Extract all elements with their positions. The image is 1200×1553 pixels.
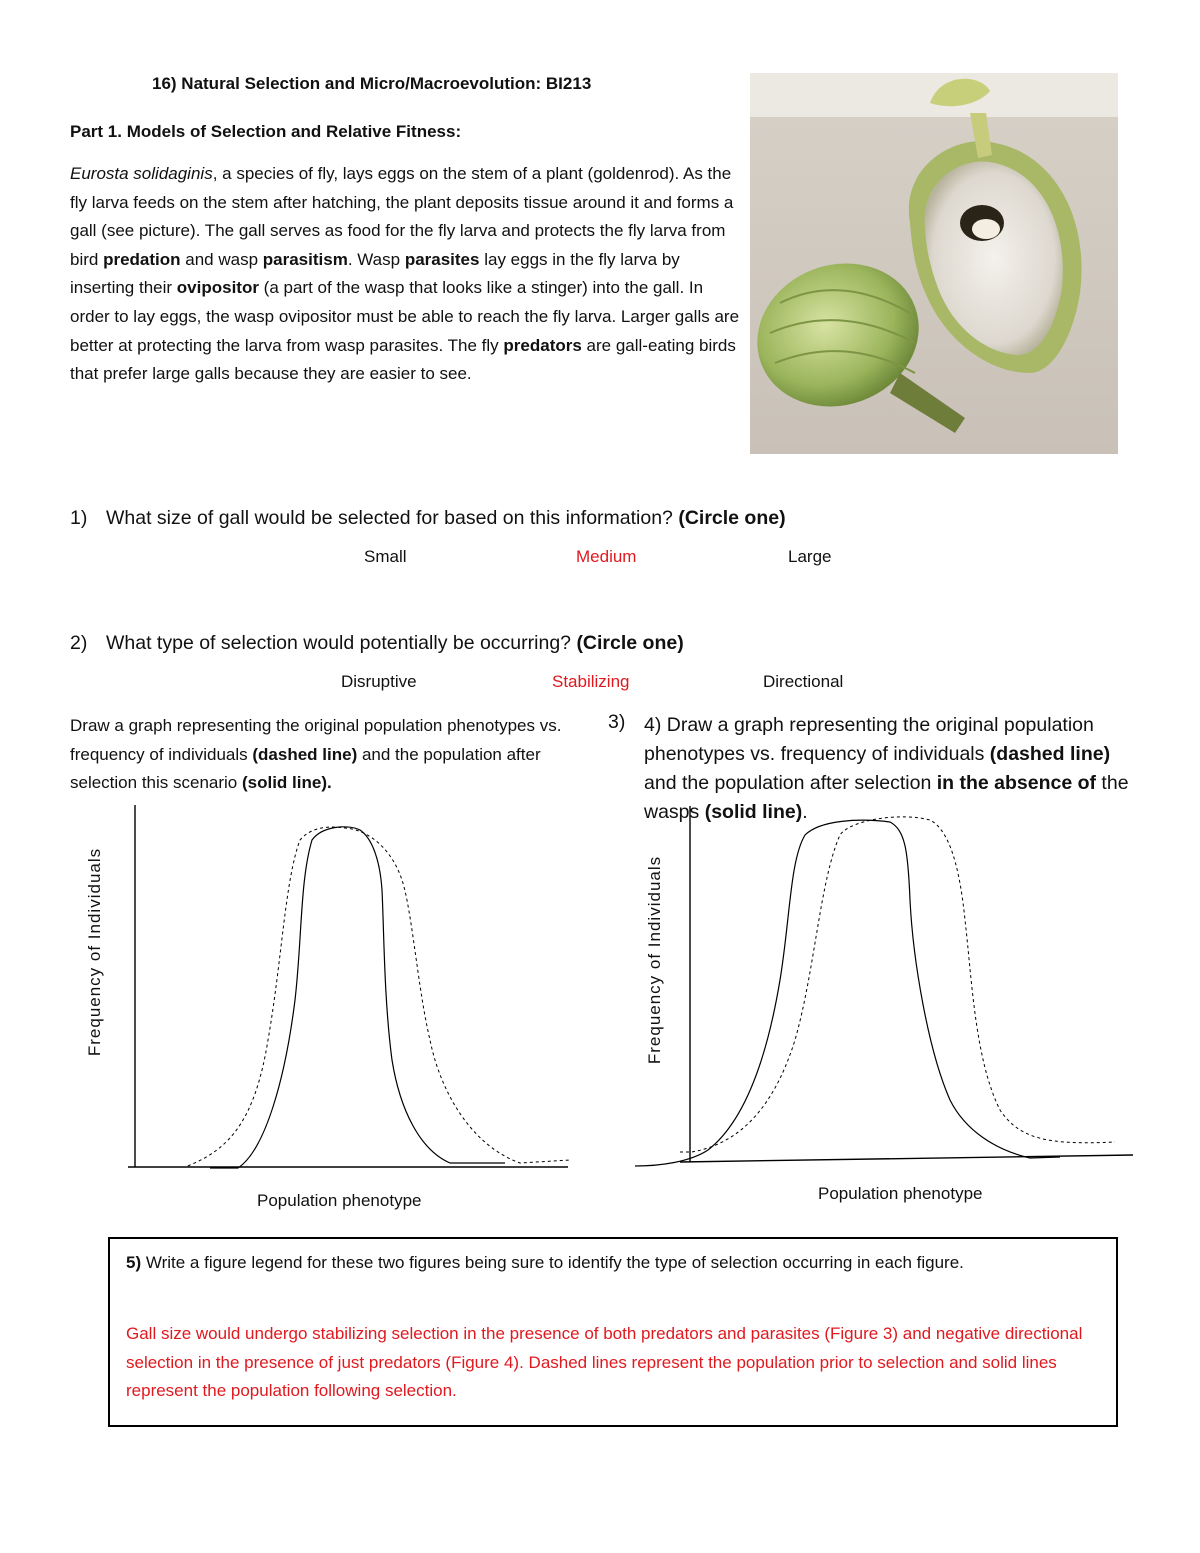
graph-2-x-label: Population phenotype [818, 1184, 983, 1203]
q1-option-small[interactable]: Small [364, 547, 407, 566]
question-2: 2) What type of selection would potentially be occurring? (Circle one) [70, 632, 684, 654]
page-title: 16) Natural Selection and Micro/Macroevolution: BI213 [152, 74, 592, 93]
q1-option-medium[interactable]: Medium [576, 547, 637, 566]
part-heading: Part 1. Models of Selection and Relative Fitness: [70, 122, 462, 141]
graph-2-number: 3) [608, 711, 626, 733]
graph-2-y-label: Frequency of Individuals [645, 855, 664, 1065]
graph-2-solid-curve [635, 820, 1060, 1166]
q2-option-disruptive[interactable]: Disruptive [341, 672, 417, 691]
question-5-answer[interactable]: Gall size would undergo stabilizing selection in the presence of both predators and parasites (Figure 3) and negative directional selection in the presence of just predators (Figure 4). Dashed lines represent the population prior to selection and solid lines represent the population following selection. [126, 1324, 1083, 1400]
question-1: 1) What size of gall would be selected for based on this information? (Circle one) [70, 507, 786, 529]
graph-2-instructions: 4) Draw a graph representing the original population phenotypes vs. frequency of individuals (dashed line) and the population after selection in the absence of the wasps (solid line). [644, 714, 1129, 823]
graph-2-x-axis [680, 1155, 1133, 1162]
graph-1-x-label: Population phenotype [257, 1191, 422, 1210]
q2-option-directional[interactable]: Directional [763, 672, 844, 691]
question-5: 5) Write a figure legend for these two figures being sure to identify the type of selection occurring in each figure. [126, 1253, 964, 1272]
species-name: Eurosta solidaginis [70, 164, 213, 183]
q2-option-stabilizing[interactable]: Stabilizing [552, 672, 630, 691]
graph-1-instructions: Draw a graph representing the original population phenotypes vs. frequency of individuals (dashed line) and the population after selection this scenario (solid line). [70, 716, 562, 792]
q1-option-large[interactable]: Large [788, 547, 832, 566]
intro-paragraph: Eurosta solidaginis, a species of fly, lays eggs on the stem of a plant (goldenrod). As the fly larva feeds on the stem after hatching, the plant deposits tissue around it and forms a gall (see picture). The gall serves as food for the fly larva and protects the fly larva from bird predation and wasp parasitism. Wasp parasites lay eggs in the fly larva by inserting their ovipositor (a part of the wasp that looks like a stinger) into the gall. In order to lay eggs, the wasp ovipositor must be able to reach the fly larva. Larger galls are better at protecting the larva from wasp parasites. The fly predators are gall-eating birds that prefer large galls because they are easier to see. [70, 164, 740, 384]
graph-1-y-label: Frequency of Individuals [85, 847, 104, 1057]
